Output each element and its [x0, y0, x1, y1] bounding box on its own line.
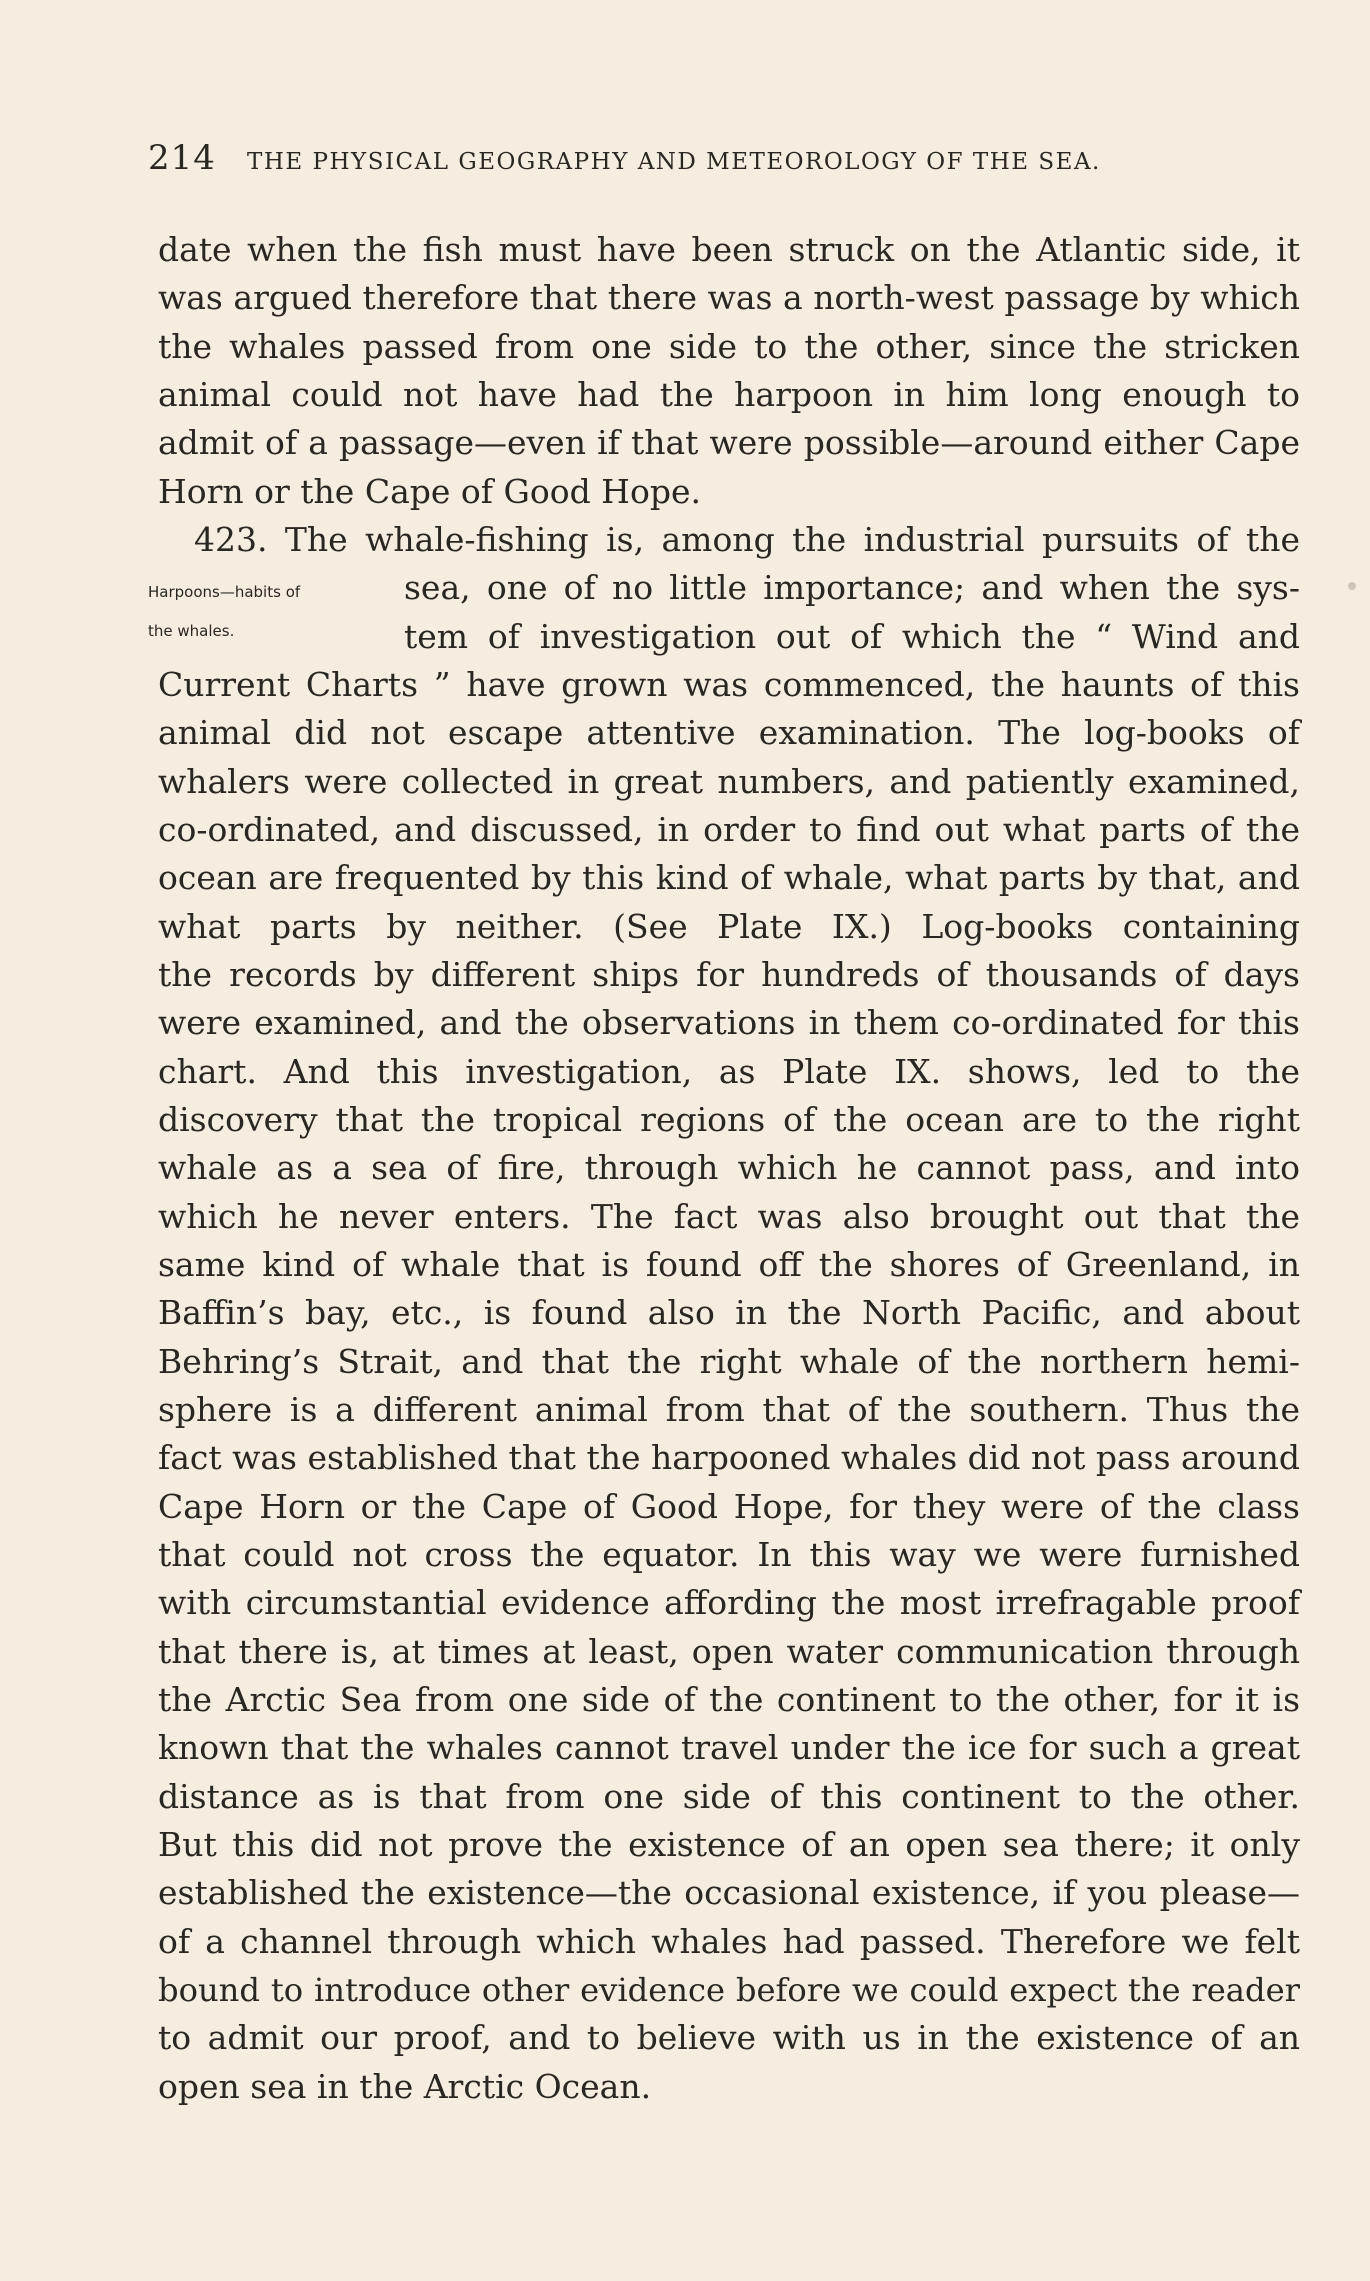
- body-line: established the existence—the occasional existence, if you please—: [158, 1873, 1300, 1912]
- body-line: of a channel through which whales had passed. Therefore we felt: [158, 1922, 1300, 1961]
- body-line: ocean are frequented by this kind of whale, what parts by that, and: [158, 858, 1300, 897]
- body-line: date when the fish must have been struck on the Atlantic side, it: [158, 230, 1300, 269]
- body-line: that could not cross the equator. In this way we were furnished: [158, 1535, 1300, 1574]
- running-head-title: THE PHYSICAL GEOGRAPHY AND METEOROLOGY OF THE SEA.: [247, 149, 1101, 175]
- body-line: was argued therefore that there was a north-west passage by which: [158, 278, 1300, 317]
- body-line: Behring’s Strait, and that the right whale of the northern hemi-: [158, 1342, 1300, 1381]
- body-line: animal could not have had the harpoon in him long enough to: [158, 375, 1300, 414]
- body-line: distance as is that from one side of this continent to the other.: [158, 1777, 1300, 1816]
- page-number: 214: [148, 138, 216, 178]
- body-line: open sea in the Arctic Ocean.: [158, 2067, 652, 2106]
- body-line: to admit our proof, and to believe with us in the existence of an: [158, 2018, 1300, 2057]
- body-line: Horn or the Cape of Good Hope.: [158, 472, 701, 511]
- body-line: But this did not prove the existence of an open sea there; it only: [158, 1825, 1300, 1864]
- body-line: whale as a sea of fire, through which he cannot pass, and into: [158, 1148, 1300, 1187]
- body-line: co-ordinated, and discussed, in order to find out what parts of the: [158, 810, 1300, 849]
- body-line: bound to introduce other evidence before we could expect the reader: [158, 1971, 1300, 2009]
- running-head: [148, 138, 1308, 186]
- body-line: fact was established that the harpooned whales did not pass around: [158, 1438, 1300, 1477]
- body-line: known that the whales cannot travel under the ice for such a great: [158, 1728, 1300, 1767]
- body-line: what parts by neither. (See Plate IX.) Log-books containing: [158, 907, 1300, 946]
- body-line: were examined, and the observations in them co-ordinated for this: [158, 1003, 1300, 1042]
- body-line: Current Charts ” have grown was commenced, the haunts of this: [158, 665, 1300, 704]
- sidenote-line-1: Harpoons—habits of: [148, 583, 301, 601]
- body-line: chart. And this investigation, as Plate IX. shows, led to the: [158, 1052, 1300, 1091]
- body-line: with circumstantial evidence affording the most irrefragable proof: [158, 1583, 1300, 1622]
- body-line: Cape Horn or the Cape of Good Hope, for they were of the class: [158, 1487, 1300, 1526]
- body-line: the whales passed from one side to the other, since the stricken: [158, 327, 1300, 366]
- body-line: animal did not escape attentive examination. The log-books of: [158, 713, 1300, 752]
- body-line: discovery that the tropical regions of the ocean are to the right: [158, 1100, 1300, 1139]
- body-line: Baffin’s bay, etc., is found also in the North Pacific, and about: [158, 1293, 1300, 1332]
- paper-speck: [1348, 582, 1356, 590]
- body-line: admit of a passage—even if that were possible—around either Cape: [158, 423, 1300, 462]
- body-line: which he never enters. The fact was also brought out that the: [158, 1197, 1300, 1236]
- body-line: sphere is a different animal from that of the southern. Thus the: [158, 1390, 1300, 1429]
- body-line: sea, one of no little importance; and when the sys-: [404, 568, 1300, 607]
- body-line: the records by different ships for hundreds of thousands of days: [158, 955, 1300, 994]
- paragraph-423-start: 423. The whale-fishing is, among the industrial pursuits of the: [194, 520, 1300, 559]
- body-line: the Arctic Sea from one side of the continent to the other, for it is: [158, 1680, 1300, 1719]
- body-line: same kind of whale that is found off the shores of Greenland, in: [158, 1245, 1300, 1284]
- sidenote-line-2: the whales.: [148, 622, 235, 640]
- body-line: that there is, at times at least, open water communication through: [158, 1632, 1300, 1671]
- body-line: whalers were collected in great numbers, and patiently examined,: [158, 762, 1300, 801]
- body-line: tem of investigation out of which the “ Wind and: [404, 617, 1300, 656]
